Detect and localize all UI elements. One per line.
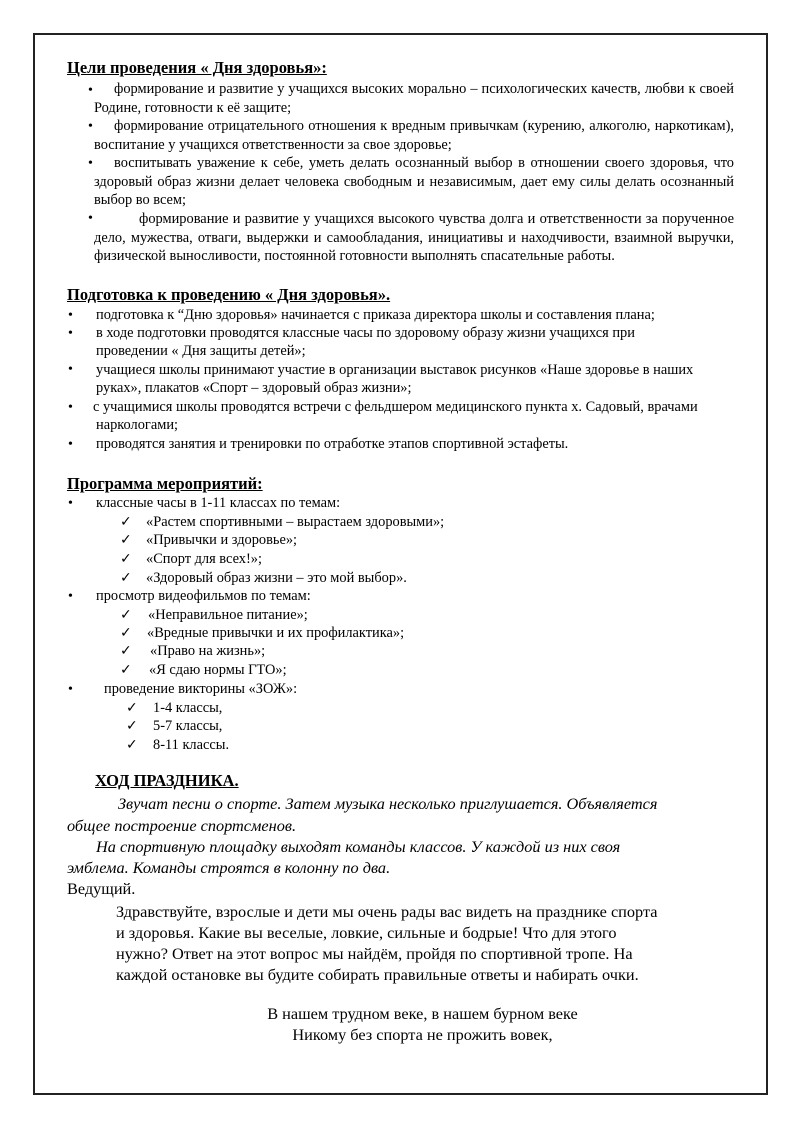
bullet-icon: •	[88, 211, 93, 226]
stage-direction-2: На спортивную площадку выходят команды классов. У каждой из них своя	[96, 837, 621, 856]
bullet-icon: •	[68, 308, 73, 323]
checkmark-icon: ✓	[120, 625, 132, 641]
stage-direction-1-cont: общее построение спортсменов.	[67, 816, 297, 835]
bullet-icon: •	[68, 496, 73, 511]
checkmark-icon: ✓	[120, 532, 132, 548]
program-topic: 1-4 классы,	[153, 700, 223, 716]
checkmark-icon: ✓	[120, 607, 132, 623]
checkmark-icon: ✓	[120, 551, 132, 567]
bullet-icon: •	[68, 437, 73, 452]
checkmark-icon: ✓	[126, 737, 138, 753]
program-topic: «Здоровый образ жизни – это мой выбор».	[146, 570, 407, 586]
speech-line: и здоровья. Какие вы веселые, ловкие, сильные и бодрые! Что для этого	[116, 923, 617, 942]
speaker-label: Ведущий.	[67, 879, 136, 898]
poem-line: Никому без спорта не прожить вовек,	[292, 1025, 553, 1044]
checkmark-icon: ✓	[126, 718, 138, 734]
speech-line: каждой остановке вы будите собирать правильные ответы и набирать очки.	[116, 965, 639, 984]
bullet-icon: •	[68, 400, 73, 415]
program-heading: Программа мероприятий:	[67, 474, 263, 493]
program-topic: «Неправильное питание»;	[148, 607, 308, 623]
prep-item: с учащимися школы проводятся встречи с фельдшером медицинского пункта х. Садовый, врачами наркологами;	[93, 399, 698, 433]
stage-direction-1: Звучат песни о спорте. Затем музыка несколько приглушается. Объявляется	[118, 794, 658, 813]
goal-item: формирование и развитие у учащихся высоких морально – психологических качеств, любви к своей Родине, готовности к её защите;	[94, 81, 734, 116]
speech-line: нужно? Ответ на этот вопрос мы найдём, пройдя по спортивной тропе. На	[116, 944, 633, 963]
goal-item: воспитывать уважение к себе, уметь делать осознанный выбор в отношении своего здоровья, что здоровый образ жизни делает человека свободным и независимым, дает ему силы делать осознанный выбор во всем;	[94, 155, 734, 208]
program-group-title: проведение викторины «ЗОЖ»:	[104, 681, 298, 697]
program-topic: «Привычки и здоровье»;	[146, 532, 298, 548]
bullet-icon: •	[68, 589, 73, 604]
program-group-title: классные часы в 1-11 классах по темам:	[96, 495, 341, 511]
program-group-title: просмотр видеофильмов по темам:	[96, 588, 311, 604]
goals-heading: Цели проведения « Дня здоровья»:	[67, 58, 327, 77]
event-heading: ХОД ПРАЗДНИКА.	[95, 771, 239, 790]
program-topic: «Спорт для всех!»;	[146, 551, 262, 567]
bullet-icon: •	[68, 682, 73, 697]
checkmark-icon: ✓	[120, 570, 132, 586]
prep-item: проводятся занятия и тренировки по отработке этапов спортивной эстафеты.	[96, 436, 569, 452]
prep-heading: Подготовка к проведению « Дня здоровья».	[67, 285, 391, 304]
bullet-icon: •	[88, 83, 93, 98]
bullet-icon: •	[68, 326, 73, 341]
checkmark-icon: ✓	[120, 662, 132, 678]
program-topic: «Право на жизнь»;	[150, 643, 266, 659]
prep-item: подготовка к “Дню здоровья» начинается с приказа директора школы и составления плана;	[96, 307, 655, 323]
program-topic: «Я сдаю нормы ГТО»;	[149, 662, 287, 678]
program-topic: «Растем спортивными – вырастаем здоровыми»;	[146, 514, 445, 530]
stage-direction-2-cont: эмблема. Команды строятся в колонну по два.	[67, 858, 391, 877]
checkmark-icon: ✓	[126, 700, 138, 716]
goal-item: формирование отрицательного отношения к вредным привычкам (курению, алкоголю, наркотикам), воспитание у учащихся ответственности за свое здоровье;	[94, 118, 734, 153]
bullet-icon: •	[68, 362, 73, 377]
speech-line: Здравствуйте, взрослые и дети мы очень рады вас видеть на празднике спорта	[116, 902, 658, 921]
program-topic: 5-7 классы,	[153, 718, 223, 734]
prep-item: учащиеся школы принимают участие в организации выставок рисунков «Наше здоровье в наших руках», плакатов «Спорт – здоровый образ жизни»;	[96, 362, 694, 396]
program-topic: «Вредные привычки и их профилактика»;	[147, 625, 405, 641]
checkmark-icon: ✓	[120, 514, 132, 530]
goal-item: формирование и развитие у учащихся высокого чувства долга и ответственности за порученное дело, мужества, отваги, выдержки и самообладания, инициативы и находчивости, взаимной выручки, физической выносливости, постоянной готовности выполнять спасательные работы.	[94, 211, 734, 264]
prep-item: в ходе подготовки проводятся классные часы по здоровому образу жизни учащихся при проведении « Дня защиты детей»;	[96, 325, 635, 359]
poem-line: В нашем трудном веке, в нашем бурном веке	[267, 1004, 578, 1023]
bullet-icon: •	[88, 156, 93, 171]
bullet-icon: •	[88, 119, 93, 134]
checkmark-icon: ✓	[120, 643, 132, 659]
program-topic: 8-11 классы.	[153, 737, 230, 753]
